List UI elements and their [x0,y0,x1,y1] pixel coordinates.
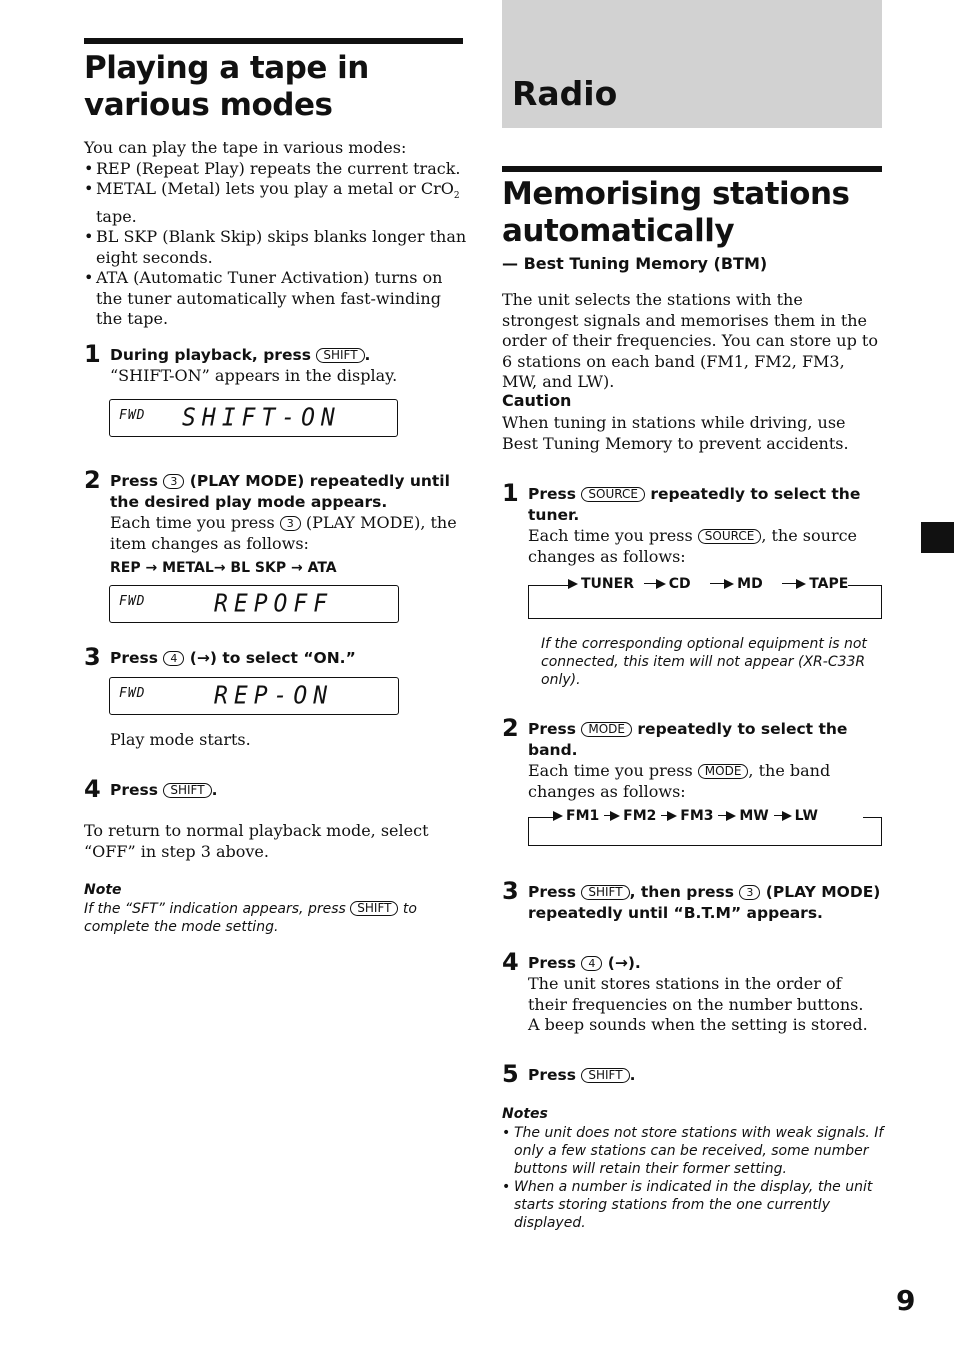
shift-key: SHIFT [350,901,398,916]
step-label: Press [110,781,158,799]
step-3 [528,882,888,924]
note-item: • The unit does not store stations with weak signals. If only a few stations can be received, some number buttons will retain their former setting. [502,1124,884,1178]
step-label-cont: , then press [629,883,734,901]
arrow-icon [656,579,666,589]
number-3-key: 3 [739,885,760,900]
step-instruction [528,484,882,526]
arrow-icon [610,811,620,821]
notes-list [502,1124,884,1232]
lcd-small-text: FWD [119,686,146,701]
title-rule [84,38,463,44]
step-label: Press [528,720,576,738]
step-4 [528,953,882,1036]
shift-key: SHIFT [316,348,364,363]
step-description [528,761,882,802]
step-number: 5 [502,1060,519,1088]
mode-key: MODE [581,722,632,737]
seq-item: FM1 [566,808,600,824]
step-label: Press [110,472,158,490]
intro-text [84,138,469,330]
lcd-display [109,677,399,715]
seq-item: METAL [162,560,214,576]
mode-list [84,159,469,330]
step-number: 1 [502,479,519,507]
mode-key: MODE [698,764,749,779]
step-instruction [110,648,465,669]
source-note: If the corresponding optional equipment is not connected, this item will not appear (XR-C33R only). [541,636,867,688]
step-number: 1 [84,340,101,368]
intro-line: You can play the tape in various modes: [84,138,407,157]
desc-b: , the source changes as follows: [528,526,858,566]
note-a: If the “SFT” indication appears, press [84,901,346,917]
seq-item: CD [668,576,691,592]
number-4-key: 4 [581,956,602,971]
step-5: Press SHIFT . [528,1066,636,1084]
seq-item: TAPE [809,576,849,592]
source-key: SOURCE [698,529,762,544]
lcd-main-text: SHIFT-ON [182,403,341,433]
arrow-icon [724,579,734,589]
seq-item: REP [110,560,141,576]
step-instruction [110,471,465,513]
step-description [528,526,882,567]
step-description: The unit stores stations in the order of their frequencies on the number buttons. [528,974,864,1014]
step-description: A beep sounds when the setting is stored. [528,1015,868,1034]
subtitle: — Best Tuning Memory (BTM) [502,254,768,273]
desc-a: Each time you press [528,526,693,545]
seq-item: BL SKP [230,560,287,576]
step-label-cont: repeatedly to select the band. [528,720,848,759]
note-title: Note [84,882,122,898]
intro-text: The unit selects the stations with the strongest signals and memorises them in the order of their frequencies. You can store up to 6 stations on each band (FM1, FM2, FM3, MW, and LW). [502,290,878,391]
mode-item: • ATA (Automatic Tuner Activation) turns on the tuner automatically when fast-winding the tape. [84,268,469,330]
shift-key: SHIFT [581,1068,629,1083]
mode-item [84,179,469,227]
notes-title: Notes [502,1106,548,1122]
step-label: During playback, press [110,346,311,364]
lcd-small-text: FWD [119,408,146,423]
step-instruction: During playback, press SHIFT . [110,346,371,364]
step-2 [528,719,882,802]
step-number: 3 [502,877,519,905]
subscript: 2 [453,191,460,202]
desc-b: , the band changes as follows: [528,761,831,801]
lcd-display [109,585,399,623]
arrow-icon: → [145,560,158,576]
step-description [110,513,465,554]
step-description: “SHIFT-ON” appears in the display. [110,366,398,385]
step-1 [528,484,882,567]
step-label: Press [528,954,576,972]
seq-item: LW [794,808,818,824]
step-number: 2 [84,466,101,494]
lcd-display [109,399,398,437]
section-title: Radio [512,74,618,113]
shift-key: SHIFT [581,885,629,900]
source-key: SOURCE [581,487,645,502]
step-instruction [528,719,882,761]
seq-item: MW [739,808,769,824]
arrow-icon: → [290,560,303,576]
mode-item: • BL SKP (Blank Skip) skips blanks longer than eight seconds. [84,227,469,268]
number-3-key: 3 [163,474,184,489]
step-3 [110,648,465,669]
step-instruction [528,953,882,974]
lcd-small-text: FWD [119,594,146,609]
number-4-key: 4 [163,651,184,666]
lcd-main-text: REPOFF [214,589,334,619]
mode-sequence [110,560,337,576]
step-description: Play mode starts. [110,730,251,749]
step-label-cont: repeatedly to select the tuner. [528,485,861,524]
desc-a: Each time you press [110,513,275,532]
page-title: Playing a tape in various modes [84,50,369,123]
number-3-key: 3 [280,516,301,531]
shift-key: SHIFT [163,783,211,798]
mode-item: • REP (Repeat Play) repeats the current track. [84,159,469,180]
step-2 [110,471,465,554]
note-b: to complete the mode setting. [84,901,417,935]
step-label-cont: (→) to select “ON.” [189,649,356,667]
arrow-icon [782,811,792,821]
title-rule [502,166,882,172]
note-item: • When a number is indicated in the display, the unit starts storing stations from the one currently displayed. [502,1178,884,1232]
mode-text: METAL (Metal) lets you play a metal or CrO [96,179,454,198]
return-text: To return to normal playback mode, select “OFF” in step 3 above. [84,821,429,861]
seq-item: ATA [307,560,337,576]
step-label-cont: (PLAY MODE) repeatedly until the desired play mode appears. [110,472,450,511]
step-number: 2 [502,714,519,742]
step-1 [110,345,465,387]
step-4: Press SHIFT . [110,781,218,799]
step-number: 3 [84,643,101,671]
step-label: Press [528,1066,576,1084]
band-sequence [553,808,818,824]
seq-item: FM3 [680,808,714,824]
step-number: 4 [84,775,101,803]
step-label: Press [110,649,158,667]
step-label: Press [528,883,576,901]
desc-b: (PLAY MODE), the item changes as follows: [110,513,457,553]
section-header [502,0,882,128]
arrow-icon [796,579,806,589]
mode-text-tail: tape. [96,206,137,226]
seq-item: FM2 [623,808,657,824]
desc-a: Each time you press [528,761,693,780]
note-text [84,900,459,936]
seq-item: TUNER [581,576,634,592]
step-label-cont: (PLAY MODE) repeatedly until “B.T.M” appears. [528,883,881,922]
section-tab [921,522,954,553]
step-label: Press [528,485,576,503]
arrow-icon [667,811,677,821]
source-sequence [568,576,848,592]
arrow-icon [726,811,736,821]
arrow-icon [553,811,563,821]
arrow-icon [568,579,578,589]
caution-text: When tuning in stations while driving, use Best Tuning Memory to prevent accidents. [502,413,849,453]
step-label-cont: (→). [607,954,641,972]
arrow-icon: → [213,560,226,576]
seq-item: MD [737,576,763,592]
caution-title: Caution [502,391,572,410]
step-number: 4 [502,948,519,976]
lcd-main-text: REP-ON [214,681,334,711]
page-number: 9 [896,1284,916,1317]
page-title: Memorising stations automatically [502,176,850,249]
